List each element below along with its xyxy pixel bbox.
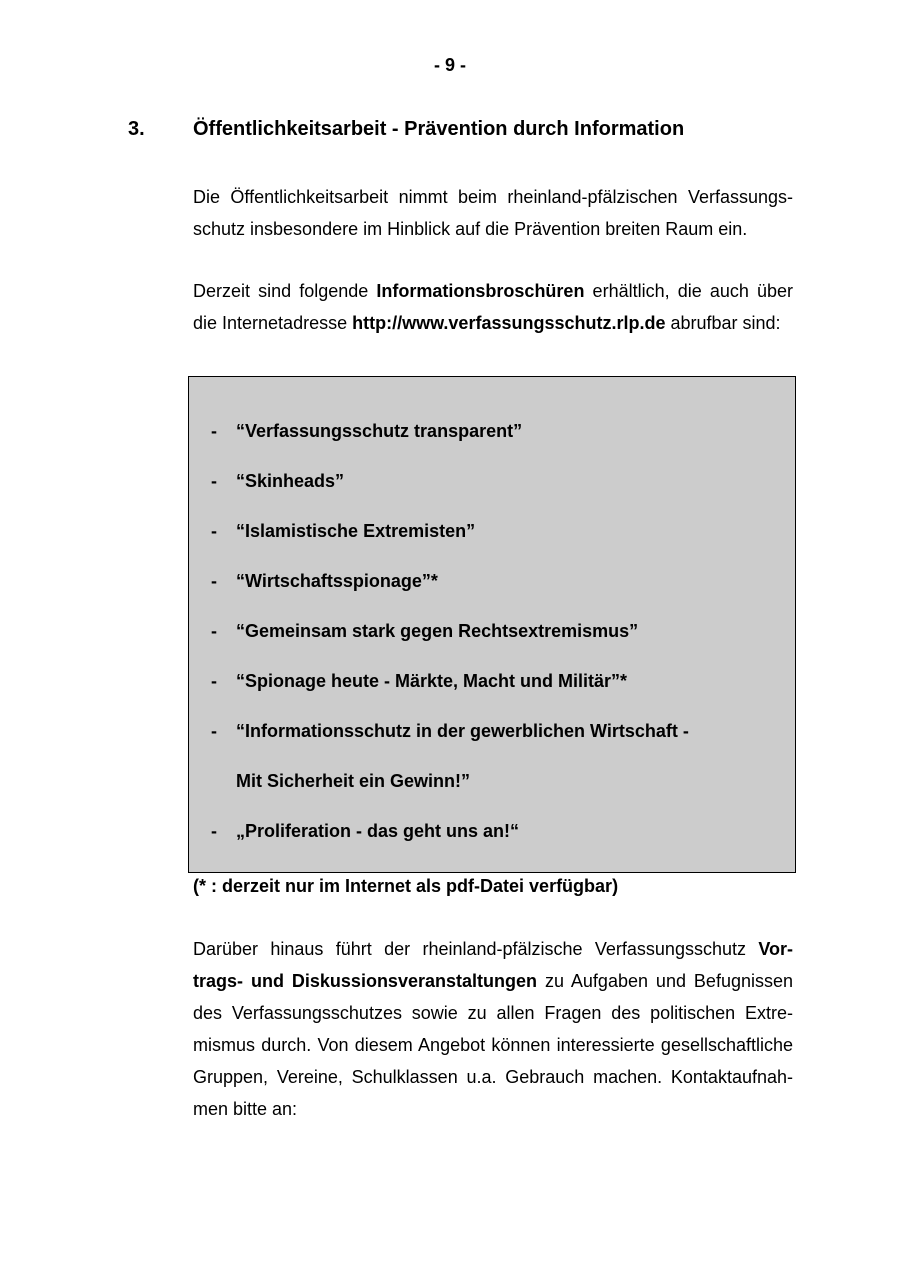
- brochure-item: [189, 456, 795, 506]
- brochure-title-continuation: Mit Sicherheit ein Gewinn!”: [236, 771, 471, 791]
- brochure-item: [189, 556, 795, 606]
- events-paragraph: [193, 933, 793, 1125]
- list-dash: -: [211, 571, 217, 591]
- brochure-title: “Informationsschutz in der gewerblichen Wirtschaft -: [236, 721, 689, 741]
- section-number: 3.: [128, 118, 145, 140]
- brochure-title: “Islamistische Extremisten”: [236, 521, 476, 541]
- brochure-item: [189, 656, 795, 706]
- brochure-intro-text-1: Derzeit sind folgende: [193, 281, 377, 301]
- list-dash: -: [211, 821, 217, 841]
- events-text-1: Darüber hinaus führt der rheinland-pfälzische Verfassungsschutz: [193, 939, 759, 959]
- brochure-item: [189, 406, 795, 456]
- brochure-title: “Skinheads”: [236, 471, 345, 491]
- list-dash: -: [211, 721, 217, 741]
- brochure-box: [188, 376, 796, 873]
- footnote: (* : derzeit nur im Internet als pdf-Datei verfügbar): [193, 876, 619, 896]
- brochure-intro-text-3: abrufbar sind:: [665, 313, 781, 333]
- brochure-item: [189, 806, 795, 856]
- brochure-item: [189, 506, 795, 556]
- page-number: - 9 -: [433, 55, 466, 75]
- brochure-item: [189, 706, 795, 756]
- brochure-title: “Wirtschaftsspionage”*: [236, 571, 438, 591]
- brochure-list: [189, 406, 795, 856]
- brochure-item: [189, 606, 795, 656]
- website-url: http://www.verfassungsschutz.rlp.de: [352, 313, 666, 333]
- brochure-intro-paragraph: [193, 275, 793, 339]
- brochure-title: “Spionage heute - Märkte, Macht und Militär”*: [236, 671, 628, 691]
- list-dash: -: [211, 421, 217, 441]
- list-dash: -: [211, 671, 217, 691]
- brochure-intro-text-2: erhältlich, die auch über die Internetadresse: [193, 281, 793, 333]
- section-title: Öffentlichkeitsarbeit - Prävention durch Information: [193, 118, 685, 140]
- brochure-title: “Verfassungsschutz transparent”: [236, 421, 523, 441]
- list-dash: -: [211, 521, 217, 541]
- events-text-2: zu Aufgaben und Befugnissen des Verfassungsschutzes sowie zu allen Fragen des politischen Extre-mismus durch. Von diesem Angebot können interessierte gesellschaftliche Gruppen, Vereine, Schulklassen u.a. Gebrauch machen. Kontaktaufnah-men bitte an:: [193, 971, 793, 1119]
- brochure-item-continuation: [189, 756, 795, 806]
- brochure-title: „Proliferation - das geht uns an!“: [236, 821, 520, 841]
- brochure-title: “Gemeinsam stark gegen Rechtsextremismus”: [236, 621, 639, 641]
- list-dash: -: [211, 471, 217, 491]
- events-keyword: Vor-trags- und Diskussionsveranstaltungen: [193, 939, 793, 991]
- brochure-keyword: Informationsbroschüren: [376, 281, 585, 301]
- list-dash: -: [211, 621, 217, 641]
- intro-paragraph: Die Öffentlichkeitsarbeit nimmt beim rheinland-pfälzischen Verfassungs-schutz insbesondere im Hinblick auf die Prävention breiten Raum ein.: [193, 187, 793, 239]
